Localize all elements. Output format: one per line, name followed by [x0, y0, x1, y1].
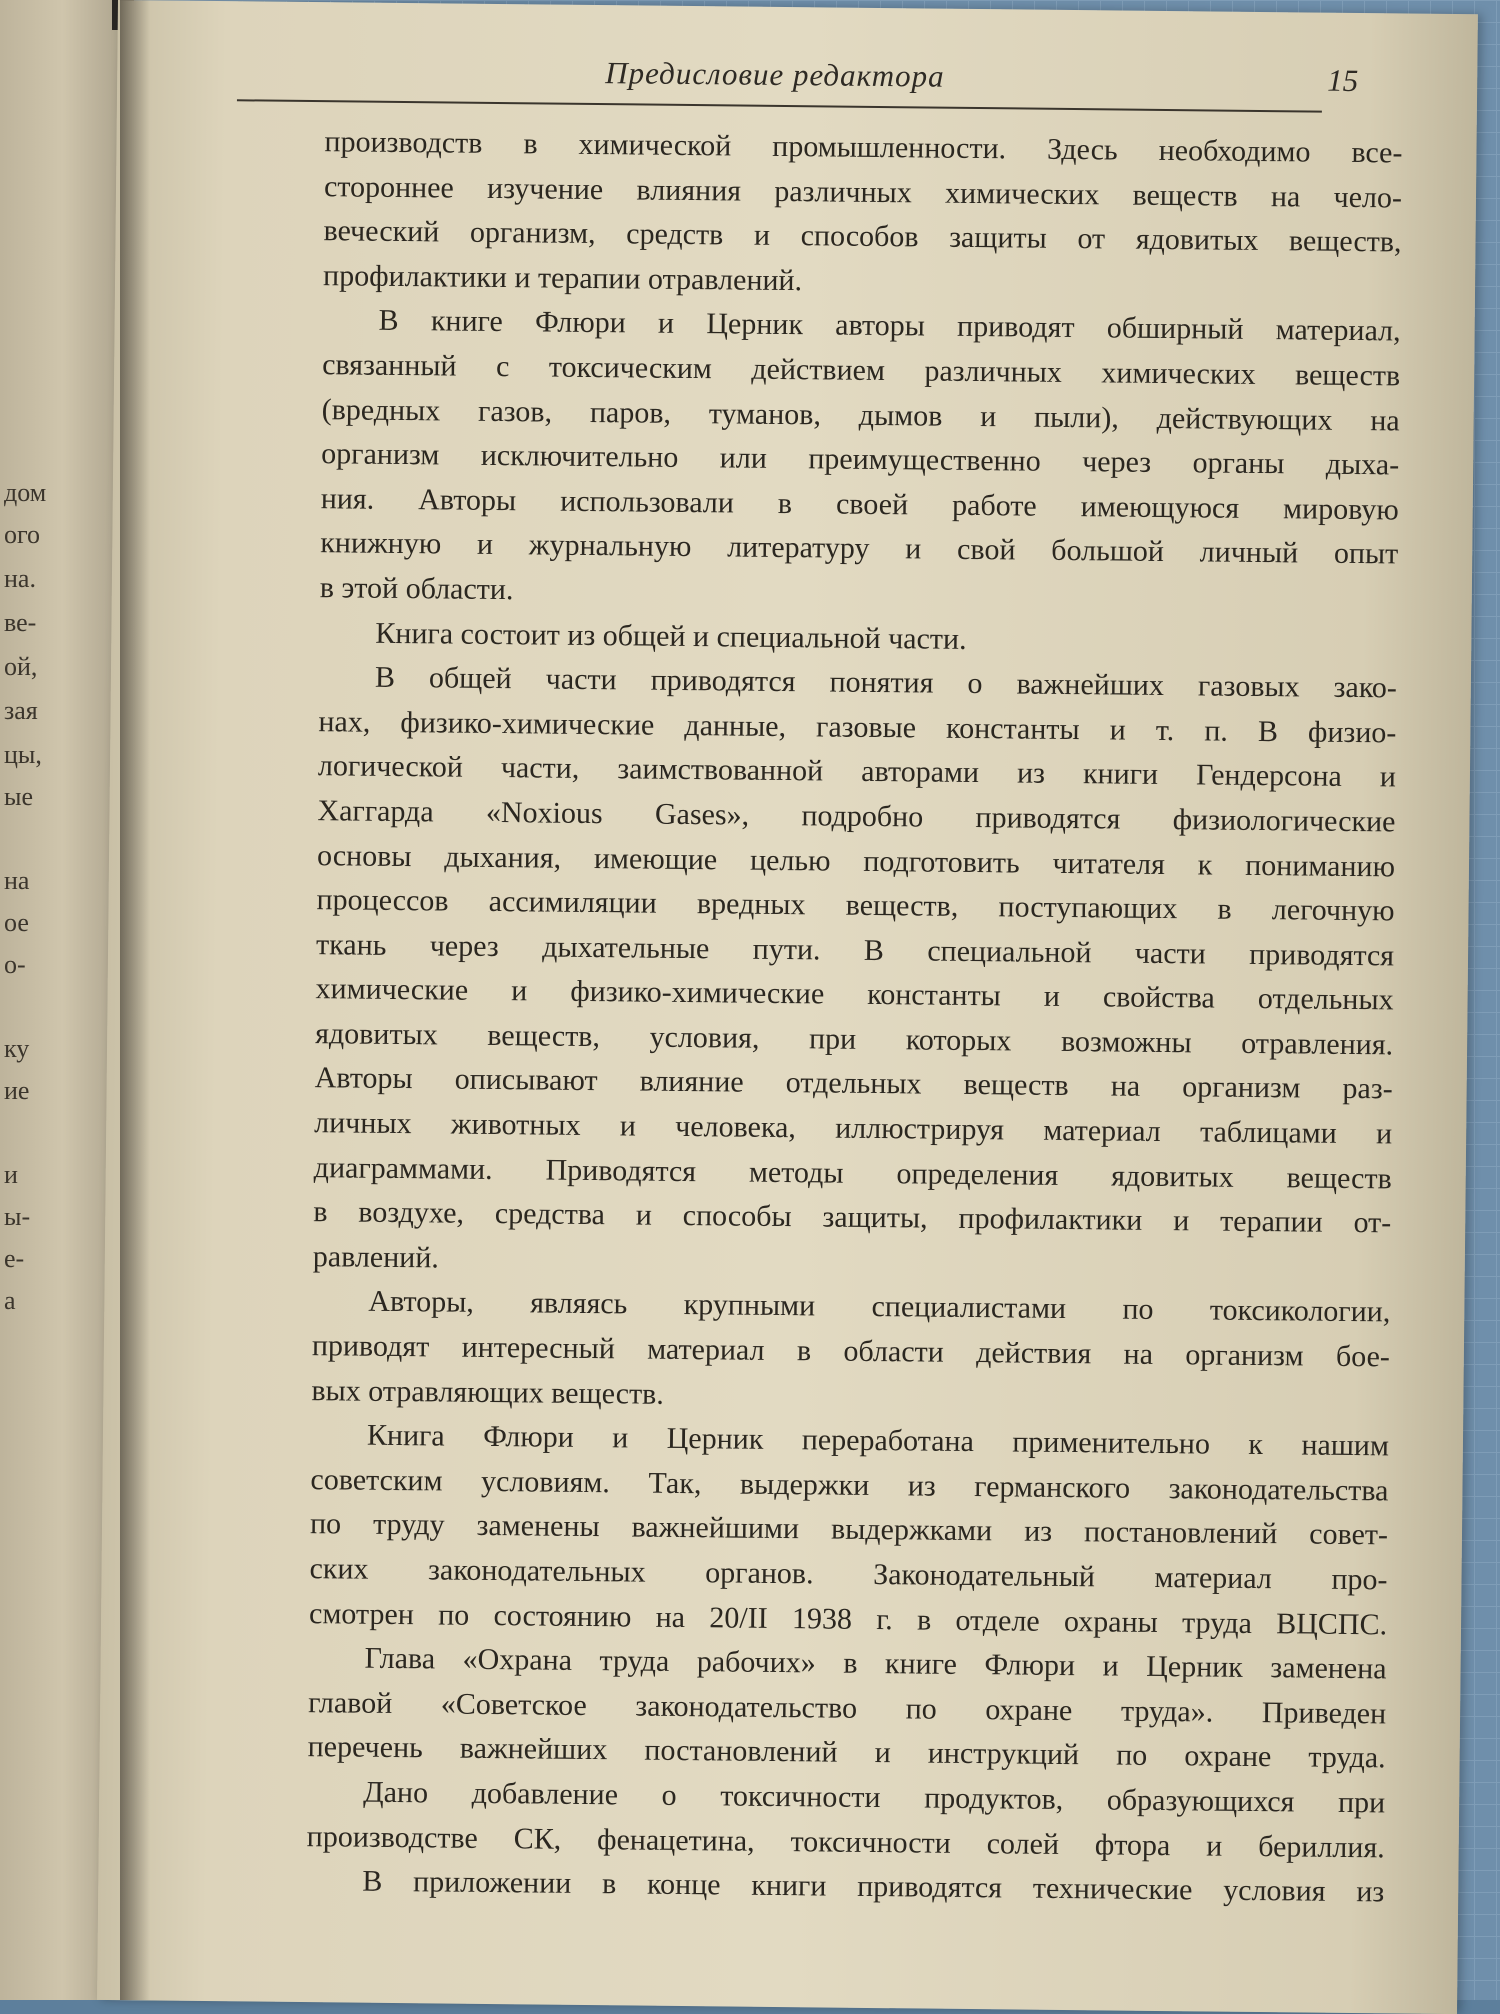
body-text — [306, 120, 1403, 1915]
text-line: Авторы описывают влияние отдельных веществ на организм раз- — [314, 1061, 1393, 1106]
text-line: смотрен по состоянию на 20/II 1938 г. в отделе охраны труда ВЦСПС. — [308, 1596, 1388, 1641]
left-page-fragment: ие — [4, 1076, 30, 1105]
left-page-fragment: о- — [4, 950, 26, 979]
left-page-fragment: ве- — [4, 608, 37, 637]
left-page-fragment: е- — [4, 1244, 25, 1273]
text-line: нах, физико-химические данные, газовые константы и т. п. В физио- — [318, 704, 1397, 750]
text-line: главой «Советское законодательство по охране труда». Приведен — [308, 1685, 1387, 1731]
text-line: (вредных газов, паров, туманов, дымов и пыли), действующих на — [321, 392, 1400, 438]
left-page-fragment: ого — [4, 520, 41, 549]
text-line: Хаггарда «Noxious Gases», подробно приводятся физиологические — [317, 794, 1396, 839]
left-page-fragment: ку — [4, 1034, 30, 1063]
text-line: равлений. — [312, 1239, 440, 1275]
text-line: организм исключительно или преимущественно через органы дыха- — [321, 437, 1400, 482]
text-line: в этой области. — [319, 571, 514, 607]
running-title: Предисловие редактора — [605, 55, 945, 94]
text-line: В общей части приводятся понятия о важнейших газовых зако- — [374, 660, 1398, 705]
text-line: производстве СК, фенацетина, токсичности солей фтора и бериллия. — [306, 1819, 1385, 1864]
text-line: ядовитых веществ, условия, при которых возможны отравления. — [315, 1016, 1394, 1062]
text-line: В книге Флюри и Церник авторы приводят обширный материал, — [378, 304, 1401, 348]
text-line: Глава «Охрана труда рабочих» в книге Флюри и Церник заменена — [364, 1641, 1387, 1686]
left-page-fragment: ые — [4, 782, 34, 811]
left-page-fragment: зая — [4, 696, 38, 725]
text-line: по труду заменены важнейшими выдержками из постановлений совет- — [309, 1507, 1389, 1552]
text-line: ских законодательных органов. Законодательный материал про- — [309, 1552, 1388, 1597]
text-line: приводят интересный материал в области действия на организм бое- — [311, 1329, 1391, 1374]
text-line: вых отравляющих веществ. — [311, 1373, 664, 1411]
text-line: стороннее изучение влияния различных химических веществ на чело- — [323, 169, 1403, 215]
left-page-fragment: на — [4, 866, 30, 895]
left-page-fragment: ой, — [4, 652, 38, 681]
text-line: основы дыхания, имеющие целью подготовить читателя к пониманию — [316, 838, 1396, 883]
text-line: книжную и журнальную литературу и свой большой личный опыт — [320, 526, 1399, 571]
left-page-fragment: на. — [4, 564, 36, 593]
text-line: процессов ассимиляции вредных веществ, поступающих в легочную — [316, 883, 1395, 928]
text-line: Книга состоит из общей и специальной части. — [375, 616, 967, 656]
text-line: советским условиям. Так, выдержки из германского законодательства — [310, 1462, 1389, 1508]
left-page-fragment: цы, — [4, 740, 42, 769]
text-line: веческий организм, средств и способов защиты от ядовитых веществ, — [323, 214, 1402, 259]
spine-shadow — [120, 0, 150, 2000]
book-page — [97, 0, 1478, 2014]
text-line: ния. Авторы использовали в своей работе имеющуюся мировую — [320, 481, 1399, 527]
left-page-fragment: и — [4, 1160, 18, 1189]
left-page-fragment: ы- — [4, 1202, 31, 1231]
text-line: В приложении в конце книги приводятся технические условия из — [362, 1864, 1385, 1909]
left-page-fragment: ое — [4, 908, 29, 937]
text-line: ткань через дыхательные пути. В специальной части приводятся — [315, 927, 1395, 973]
left-page-fragment: а — [4, 1286, 16, 1315]
text-line: логической части, заимствованной авторами из книги Гендерсона и — [317, 749, 1397, 794]
text-line: перечень важнейших постановлений и инструкций по охране труда. — [307, 1730, 1386, 1775]
text-line: Авторы, являясь крупными специалистами по токсикологии, — [368, 1285, 1391, 1329]
text-line: производств в химической промышленности. Здесь необходимо все- — [324, 125, 1403, 170]
text-line: профилактики и терапии отравлений. — [322, 258, 803, 297]
text-line: личных животных и человека, иллюстрируя материал таблицами и — [314, 1106, 1393, 1151]
left-page-fragment: дом — [4, 478, 47, 507]
page-number: 15 — [1327, 62, 1359, 98]
page-header — [205, 43, 1405, 106]
text-line: в воздухе, средства и способы защиты, профилактики и терапии от- — [313, 1195, 1392, 1240]
text-line: Книга Флюри и Церник переработана применительно к нашим — [366, 1418, 1390, 1463]
text-line: диаграммами. Приводятся методы определения ядовитых веществ — [313, 1150, 1392, 1196]
text-line: Дано добавление о токсичности продуктов, образующихся при — [363, 1775, 1386, 1820]
text-line: химические и физико-химические константы и свойства отдельных — [315, 972, 1394, 1017]
text-line: связанный с токсическим действием различных химических веществ — [322, 348, 1401, 393]
